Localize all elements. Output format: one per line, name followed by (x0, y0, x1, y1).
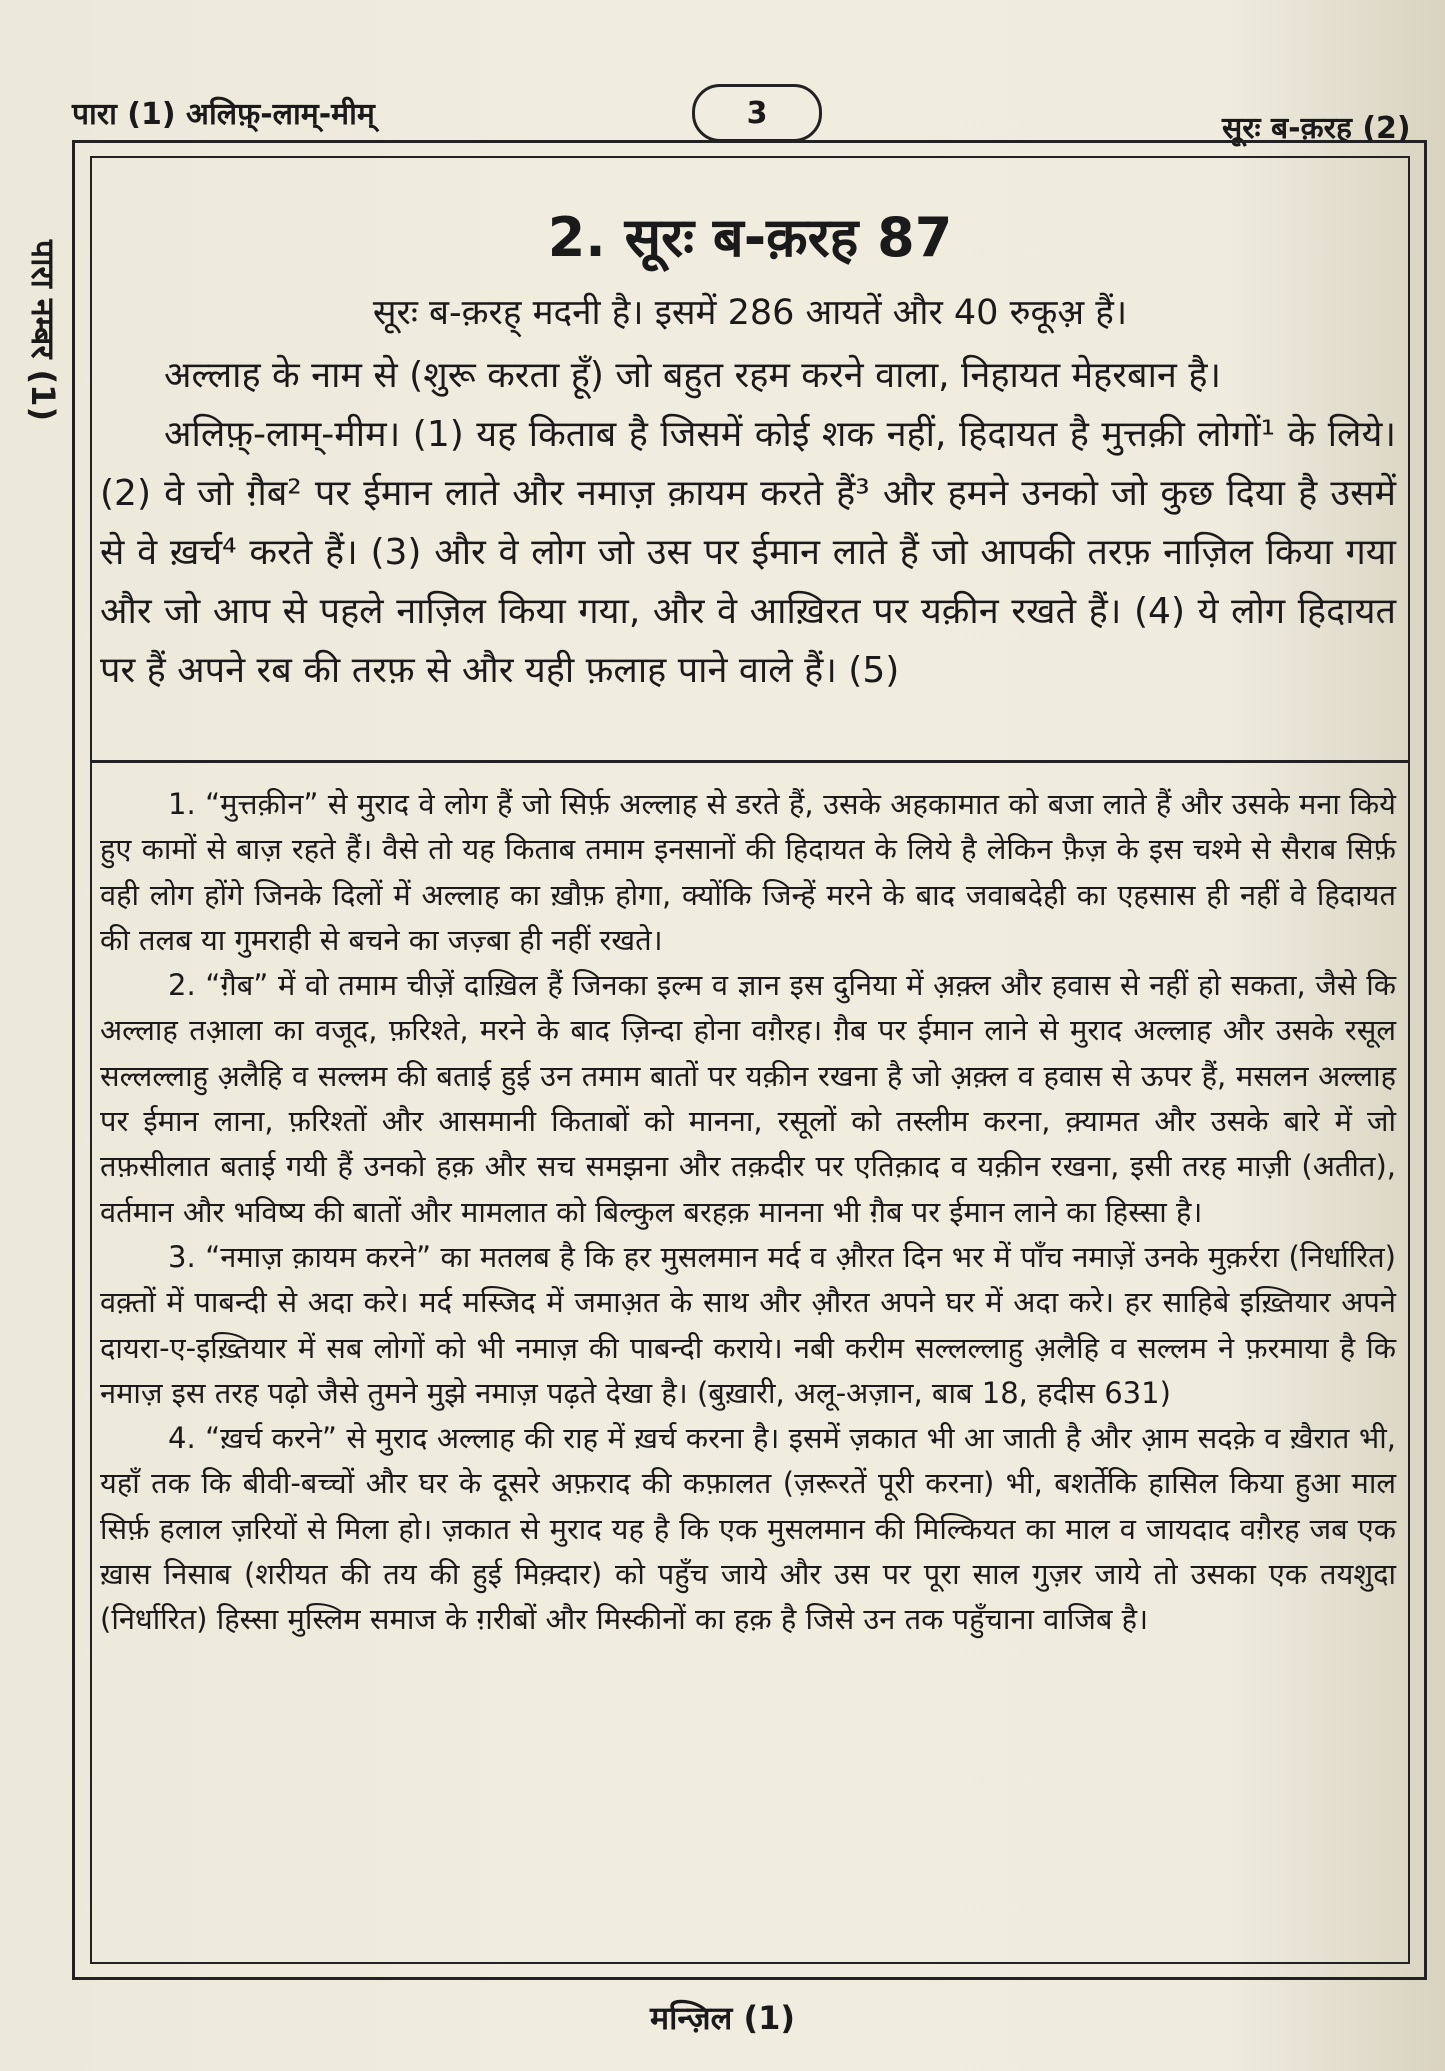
surah-intro: सूरः ब-क़रह् मदनी है। इसमें 286 आयतें और 40 रुकूअ़ हैं। (372, 293, 1128, 333)
page-number: 3 (746, 95, 768, 131)
bismillah: अल्लाह के नाम से (शुरू करता हूँ) जो बहुत रहम करने वाला, निहायत मेहरबान है। (164, 355, 1222, 396)
header-para-title: पारा (1) अलिफ़्-लाम्-मीम् (72, 97, 375, 132)
footer-manzil: मन्ज़िल (1) (649, 1999, 796, 2037)
section-divider (90, 760, 1410, 763)
side-para-label (14, 200, 74, 460)
footnote-2: 2. “ग़ैब” में वो तमाम चीज़ें दाख़िल हैं जिनका इल्म व ज्ञान इस दुनिया में अ़क़्ल और हवास से नहीं हो सकता, जैसे कि अल्लाह तआ़ला का वजूद, फ़रिश्ते, मरने के बाद ज़िन्दा होना वग़ैरह। ग़ैब पर ईमान लाने से मुराद अल्लाह और उसके रसूल सल्लल्लाहु अ़लैहि व सल्लम की बताई हुई उन तमाम बातों पर यक़ीन रखना है जो अ़क़्ल व हवास से ऊपर हैं, मसलन अल्लाह पर ईमान लाना, फ़रिश्तों और आसमानी किताबों को मानना, रसूलों को तस्लीम करना, क़्यामत और उसके बारे में जो तफ़सीलात बताई गयी हैं उनको हक़ और सच समझना और तक़दीर पर एतिक़ाद व यक़ीन रखना, इसी तरह माज़ी (अतीत), वर्तमान और भविष्य की बातों और मामलात को बिल्कुल बरहक़ मानना भी ग़ैब पर ईमान लाने का हिस्सा है। (100, 968, 1396, 1229)
footnotes (100, 782, 1396, 1643)
side-para-text: पारा नम्बर (1) (24, 239, 63, 421)
verse-text (100, 346, 1396, 700)
footnote-1: 1. “मुत्तक़ीन” से मुराद वे लोग हैं जो सिर्फ़ अल्लाह से डरते हैं, उसके अहकामात को बजा लाते हैं और उसके मना किये हुए कामों से बाज़ रहते हैं। वैसे तो यह किताब तमाम इनसानों की हिदायत के लिये है लेकिन फ़ैज़ के इस चश्मे से सैराब सिर्फ़ वही लोग होंगे जिनके दिलों में अल्लाह का ख़ौफ़ होगा, क्योंकि जिन्हें मरने के बाद जवाबदेही का एहसास ही नहीं वे हिदायत की तलब या गुमराही से बचने का जज़्बा ही नहीं रखते। (100, 787, 1396, 957)
footnote-4: 4. “ख़र्च करने” से मुराद अल्लाह की राह में ख़र्च करना है। इसमें ज़कात भी आ जाती है और आ़म सदक़े व ख़ैरात भी, यहाँ तक कि बीवी-बच्चों और घर के दूसरे अफ़राद की कफ़ालत (ज़रूरतें पूरी करना) भी, बशर्तेकि हासिल किया हुआ माल सिर्फ़ हलाल ज़रियों से मिला हो। ज़कात से मुराद यह है कि एक मुसलमान की मिल्कियत का माल व जायदाद वग़ैरह जब एक ख़ास निसाब (शरीयत की तय की हुई मिक़्दार) को पहुँच जाये और उस पर पूरा साल गुज़र जाये तो उसका एक तयशुदा (निर्धारित) हिस्सा मुस्लिम समाज के ग़रीबों और मिस्कीनों का हक़ है जिसे उन तक पहुँचाना वाजिब है। (100, 1421, 1396, 1637)
header-surah-title: सूरः ब-क़रह (2) (1222, 111, 1411, 146)
footnote-3: 3. “नमाज़ क़ायम करने” का मतलब है कि हर मुसलमान मर्द व औ़रत दिन भर में पाँच नमाज़ें उनके मुक़र्ररा (निर्धारित) वक़्तों में पाबन्दी से अदा करे। मर्द मस्जिद में जमाअ़त के साथ और औ़रत अपने घर में अदा करे। हर साहिबे इख़्तियार अपने दायरा-ए-इख़्तियार में सब लोगों को भी नमाज़ की पाबन्दी कराये। नबी करीम सल्लल्लाहु अ़लैहि व सल्लम ने फ़रमाया है कि नमाज़ इस तरह पढ़ो जैसे तुमने मुझे नमाज़ पढ़ते देखा है। (बुख़ारी, अलू-अज़ान, बाब 18, हदीस 631) (100, 1239, 1396, 1410)
surah-title: 2. सूरः ब-क़रह 87 (547, 206, 953, 269)
page-number-badge (692, 84, 822, 142)
verse-paragraph: अलिफ़्-लाम्-मीम। (1) यह किताब है जिसमें कोई शक नहीं, हिदायत है मुत्तक़ी लोगों¹ के लिये। (2) वे जो ग़ैब² पर ईमान लाते और नमाज़ क़ायम करते हैं³ और हमने उनको जो कुछ दिया है उसमें से वे ख़र्च⁴ करते हैं। (3) और वे लोग जो उस पर ईमान लाते हैं जो आपकी तरफ़ नाज़िल किया गया और जो आप से पहले नाज़िल किया गया, और वे आख़िरत पर यक़ीन रखते हैं। (4) ये लोग हिदायत पर हैं अपने रब की तरफ़ से और यही फ़लाह पाने वाले हैं। (5) (100, 414, 1396, 691)
